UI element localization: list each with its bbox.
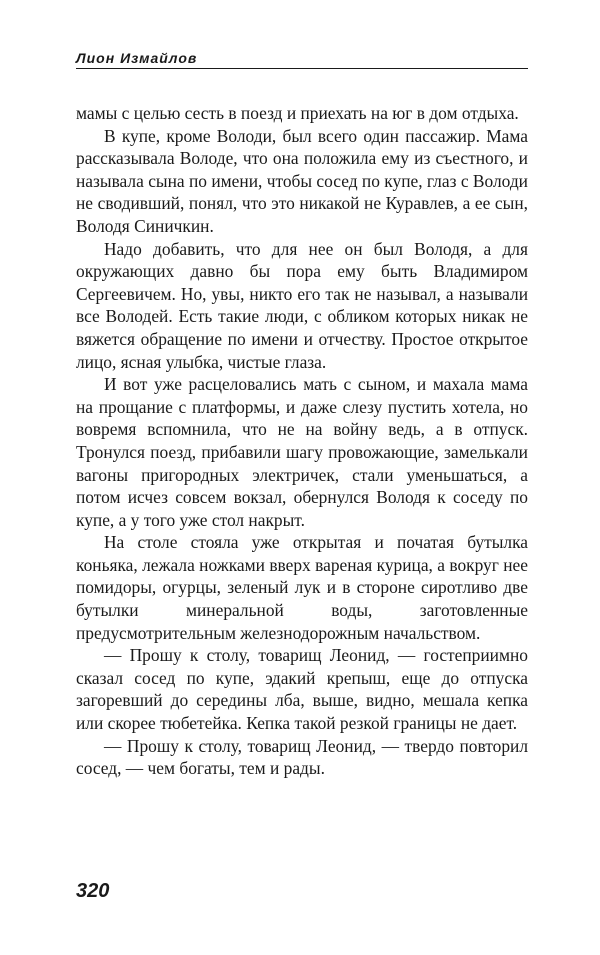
page-number: 320 xyxy=(76,880,110,902)
paragraph: И вот уже расцеловались мать с сыном, и махала мама на прощание с платформы, и даже слезу пустить хотела, но вовремя вспомнила, что не на войну ведь, а в отпуск. Тронулся поезд, прибавили шагу провожающие, замелькали вагоны пригородных электричек, стали уменьшаться, а потом исчез совсем вокзал, обернулся Володя к соседу по купе, а у того уже стол накрыт. xyxy=(76,374,528,530)
paragraph-continuation: мамы с целью сесть в поезд и приехать на юг в дом отдыха. xyxy=(76,103,519,123)
paragraph: Надо добавить, что для нее он был Володя, а для окружающих давно бы пора ему быть Владимиром Сергеевичем. Но, увы, никто его так не называл, а называли все Володей. Есть такие люди, с обликом которых никак не вяжется обращение по имени и отчеству. Простое открытое лицо, ясная улыбка, чистые глаза. xyxy=(76,238,528,372)
paragraph: — Прошу к столу, товарищ Леонид, — твердо повторил сосед, — чем богаты, тем и рады. xyxy=(76,735,528,779)
body-text xyxy=(76,102,528,780)
paragraph: В купе, кроме Володи, был всего один пассажир. Мама рассказывала Володе, что она положила ему из съестного, и называла сына по имени, чтобы сосед по купе, глаз с Володи не сводивший, понял, что это никакой не Куравлев, а ее сын, Володя Синичкин. xyxy=(76,125,528,236)
paragraph: — Прошу к столу, товарищ Леонид, — гостеприимно сказал сосед по купе, эдакий крепыш, еще до отпуска загоревший до середины лба, выше, видно, мешала кепка или скорее тюбетейка. Кепка такой резкой границы не дает. xyxy=(76,645,528,734)
running-header-author: Лион Измайлов xyxy=(76,50,198,66)
paragraph: На столе стояла уже открытая и початая бутылка коньяка, лежала ножками вверх вареная курица, а вокруг нее помидоры, огурцы, зеленый лук и в стороне сиротливо две бутылки минеральной воды, заготовленные предусмотрительным железнодорожным начальством. xyxy=(76,532,528,643)
header-rule xyxy=(76,68,528,69)
